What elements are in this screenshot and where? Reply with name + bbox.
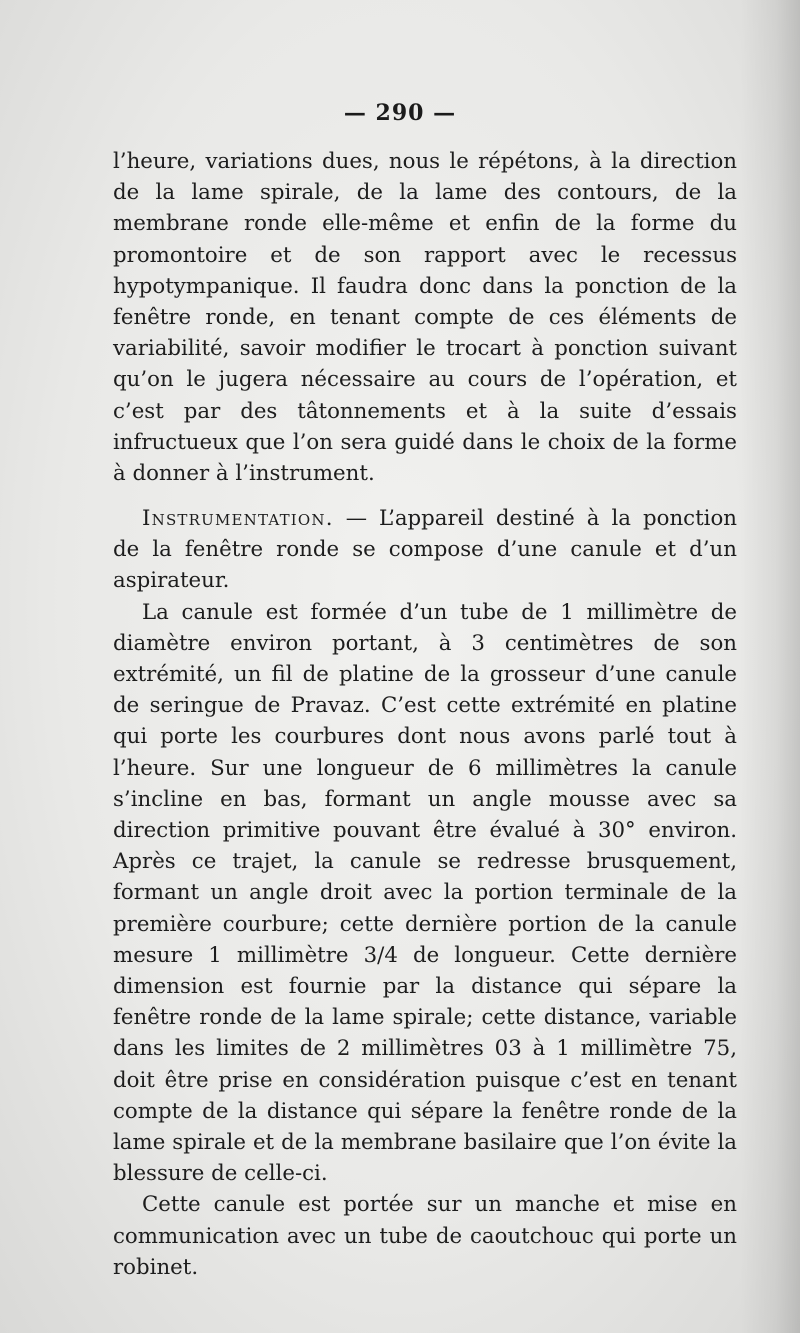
paragraph-continuation: l’heure, variations dues, nous le répétons, à la direction de la lame spirale, de la lame des contours, de la membrane ronde elle-même et enfin de la forme du promontoire et de son rapport avec le recessus hypotympanique. Il faudra donc dans la ponction de la fenêtre ronde, en tenant compte de ces éléments de variabilité, savoir modifier le trocart à ponction suivant qu’on le jugera nécessaire au cours de l’opération, et c’est par des tâtonnements et à la suite d’essais infructueux que l’on sera guidé dans le choix de la forme à donner à l’instrument. (113, 149, 737, 487)
paragraph-instrumentation (113, 503, 737, 597)
page-edge-shadow (740, 0, 800, 1333)
text-block-top (113, 146, 737, 489)
paragraph-instrumentation-text: — L’appareil destiné à la ponction de la fenêtre ronde se compose d’une canule et d’un aspirateur. (113, 506, 737, 594)
section-heading: Instrumentation. (142, 506, 334, 531)
paragraph-manche: Cette canule est portée sur un manche et mise en communication avec un tube de caoutchouc qui porte un robinet. (113, 1192, 737, 1280)
paragraph-canule: La canule est formée d’un tube de 1 millimètre de diamètre environ portant, à 3 centimètres de son extrémité, un fil de platine de la grosseur d’une canule de seringue de Pravaz. C’est cette extrémité en platine qui porte les courbures dont nous avons parlé tout à l’heure. Sur une longueur de 6 millimètres la canule s’incline en bas, formant un angle mousse avec sa direction primitive pouvant être évalué à 30° environ. Après ce trajet, la canule se redresse brusquement, formant un angle droit avec la portion terminale de la première courbure; cette dernière portion de la canule mesure 1 millimètre 3/4 de longueur. Cette dernière dimension est fournie par la distance qui sépare la fenêtre ronde de la lame spirale; cette distance, variable dans les limites de 2 millimètres 03 à 1 millimètre 75, doit être prise en considération puisque c’est en tenant compte de la distance qui sépare la fenêtre ronde de la lame spirale et de la membrane basilaire que l’on évite la blessure de celle-ci. (113, 599, 737, 1187)
page-number: — 290 — (343, 100, 457, 126)
text-block-instrumentation (113, 503, 737, 1283)
